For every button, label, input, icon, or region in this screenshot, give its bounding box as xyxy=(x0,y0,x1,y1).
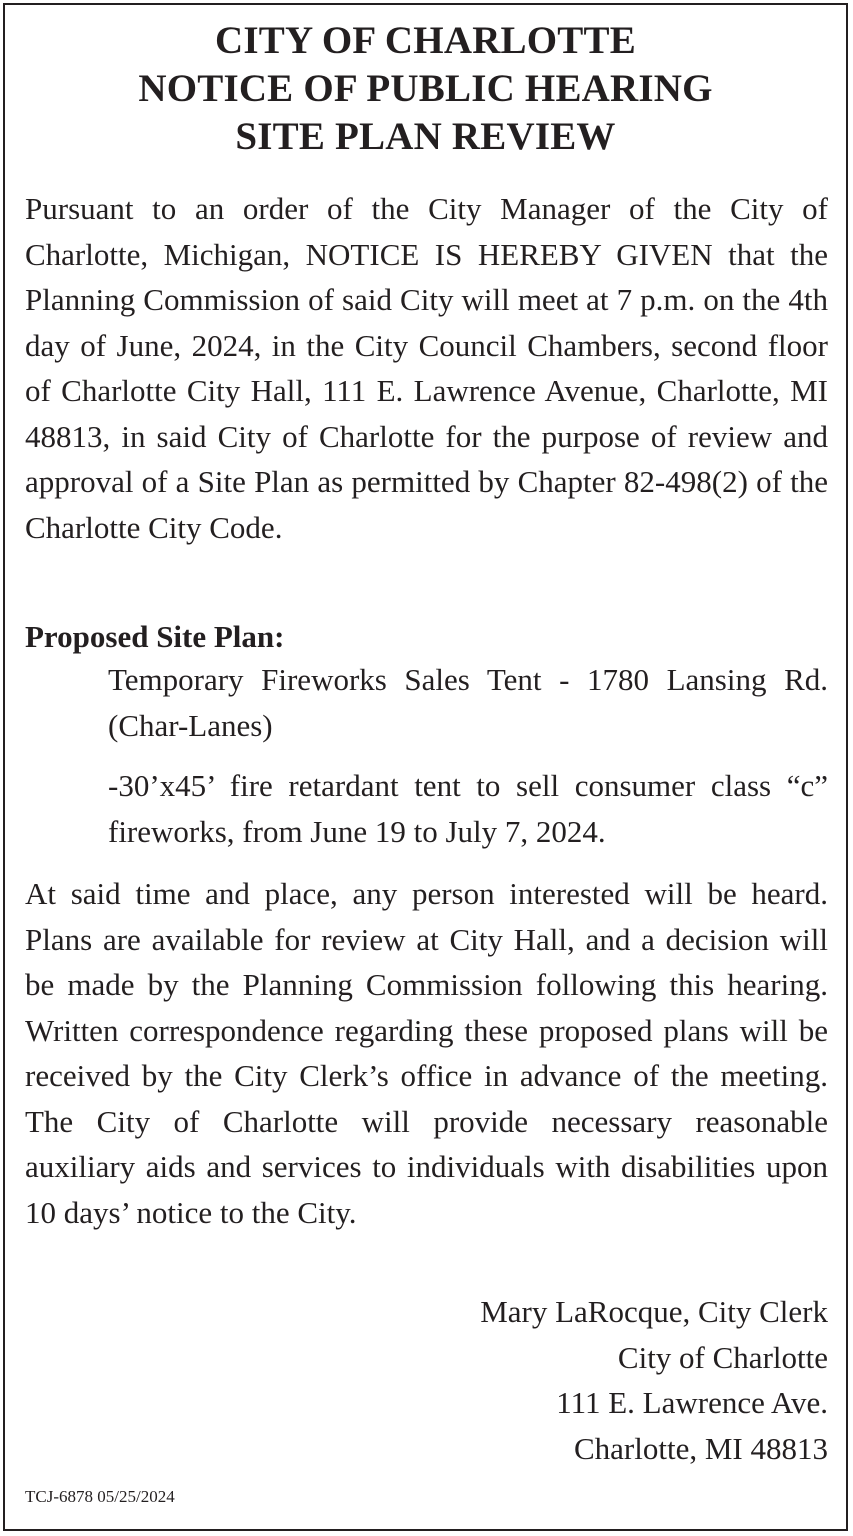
title-line-review: SITE PLAN REVIEW xyxy=(235,115,616,158)
notice-paragraph-intro: Pursuant to an order of the City Manager of the City of Charlotte, Michigan, NOTICE IS HEREBY GIVEN that the Planning Commission of said City will meet at 7 p.m. on the 4th day of June, 2024, in the City Council Chambers, second floor of Charlotte City Hall, 111 E. Lawrence Avenue, Charlotte, MI 48813, in said City of Charlotte for the purpose of review and approval of a Site Plan as permitted by Chapter 82-498(2) of the Charlotte City Code. xyxy=(25,191,828,545)
notice-paragraph-hearing: At said time and place, any person interested will be heard. Plans are available for review at City Hall, and a decision will be made by the Planning Commission following this hearing. Written correspondence regarding these proposed plans will be received by the City Clerk’s office in advance of the meeting. The City of Charlotte will provide necessary reasonable auxiliary aids and services to individuals with disabilities upon 10 days’ notice to the City. xyxy=(25,876,828,1230)
site-plan-heading: Proposed Site Plan: xyxy=(25,619,285,654)
signature-office: City of Charlotte xyxy=(617,1339,828,1375)
public-notice xyxy=(3,3,848,1531)
signature-block xyxy=(480,1289,828,1471)
notice-reference-footer: TCJ-6878 05/25/2024 xyxy=(25,1487,175,1506)
title-line-city: CITY OF CHARLOTTE xyxy=(215,19,636,62)
notice-title xyxy=(5,17,846,161)
signature-name: Mary LaRocque, City Clerk xyxy=(480,1294,828,1329)
signature-city: Charlotte, MI 48813 xyxy=(574,1430,828,1466)
title-line-hearing: NOTICE OF PUBLIC HEARING xyxy=(138,67,713,110)
signature-street: 111 E. Lawrence Ave. xyxy=(556,1385,828,1420)
site-plan-detail: -30’x45’ fire retardant tent to sell consumer class “c” fireworks, from June 19 to July 7, 2024. xyxy=(108,768,828,849)
site-plan-item: Temporary Fireworks Sales Tent - 1780 Lansing Rd. (Char-Lanes) xyxy=(108,662,828,743)
